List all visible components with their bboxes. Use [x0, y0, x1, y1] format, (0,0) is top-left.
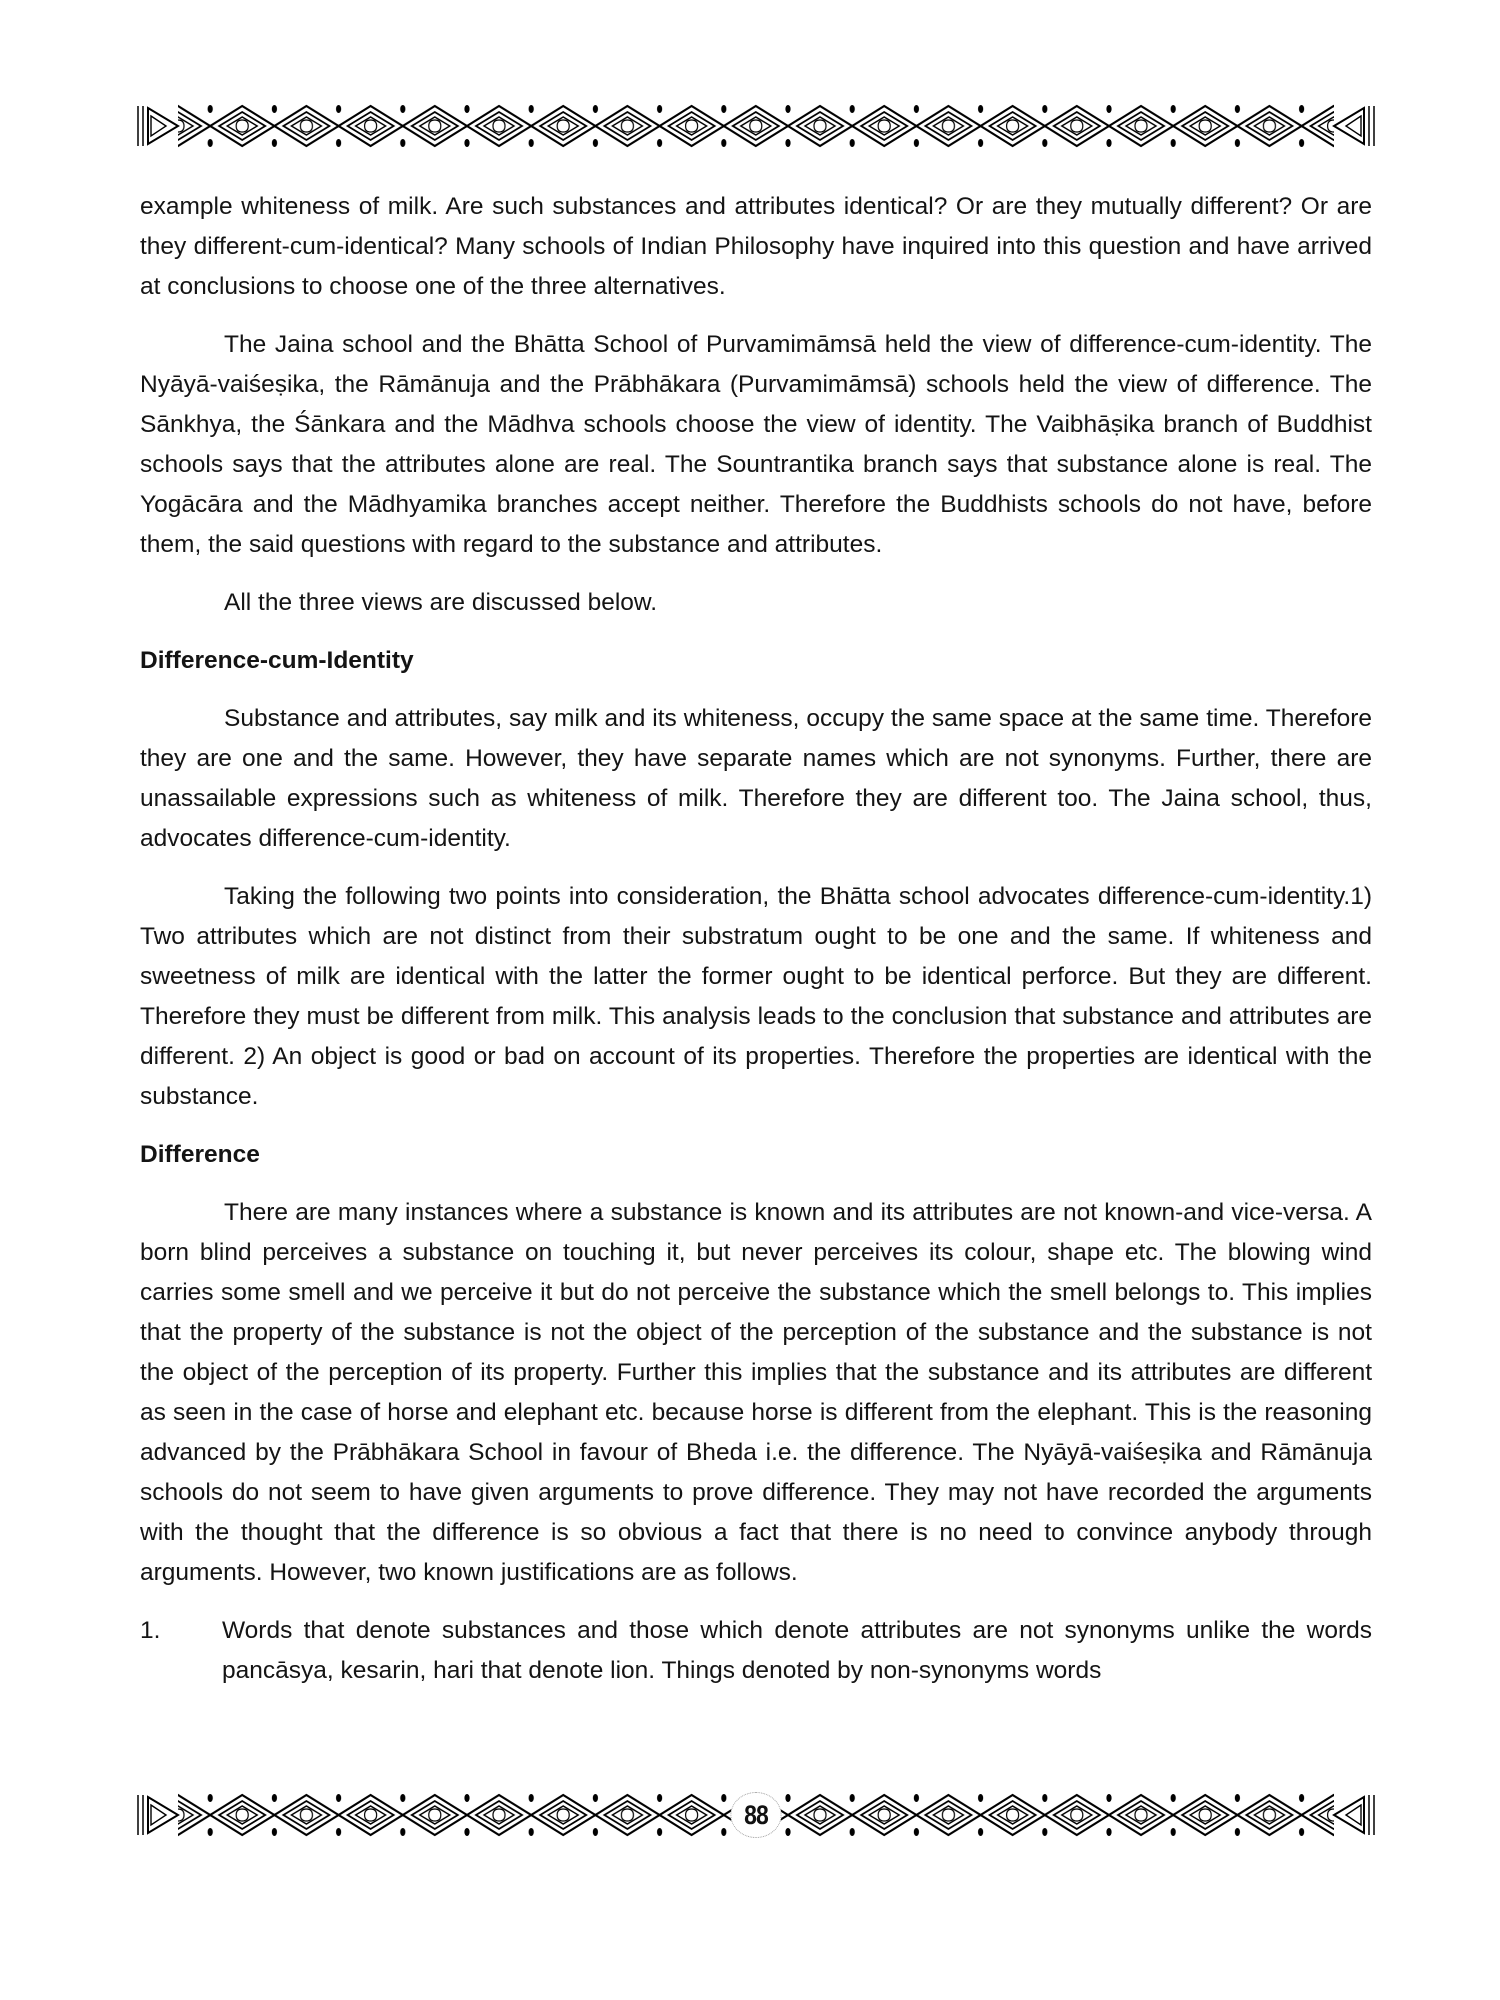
- paragraph-intro: example whiteness of milk. Are such substances and attributes identical? Or are they mutually different? Or are they different-cum-identical? Many schools of Indian Philosophy have inquired into this question and have arrived at conclusions to choose one of the three alternatives.: [140, 193, 1372, 300]
- section-heading-difference-cum-identity: Difference-cum-Identity: [140, 647, 414, 674]
- diamond-border-pattern-icon: [136, 104, 1376, 148]
- paragraph-bhatta-view: Taking the following two points into consideration, the Bhātta school advocates difference-cum-identity.1) Two attributes which are not distinct from their substratum ought to be one and the same. If whiteness and sweetness of milk are identical with the latter the former ought to be identical perforce. But they are different. Therefore they must be different from milk. This analysis leads to the conclusion that substance and attributes are different. 2) An object is good or bad on account of its properties. Therefore the properties are identical with the substance.: [140, 883, 1372, 1110]
- numbered-list-item: [140, 1611, 1372, 1691]
- list-item-text: Words that denote substances and those which denote attributes are not synonyms unlike the words pancāsya, kesarin, hari that denote lion. Things denoted by non-synonyms words: [222, 1617, 1372, 1684]
- list-item-number: 1.: [140, 1617, 161, 1644]
- page-number: 88: [731, 1792, 782, 1838]
- section-heading-difference: Difference: [140, 1141, 260, 1168]
- paragraph-schools-overview: The Jaina school and the Bhātta School of Purvamimāmsā held the view of difference-cum-identity. The Nyāyā-vaiśeṣika, the Rāmānuja and the Prābhākara (Purvamimāmsā) schools held the view of difference. The Sānkhya, the Śānkara and the Mādhva schools choose the view of identity. The Vaibhāṣika branch of Buddhist schools says that the attributes alone are real. The Sountrantika branch says that substance alone is real. The Yogācāra and the Mādhyamika branches accept neither. Therefore the Buddhists schools do not have, before them, the said questions with regard to the substance and attributes.: [140, 331, 1372, 558]
- paragraph-views-discussed: All the three views are discussed below.: [224, 589, 658, 616]
- paragraph-jaina-view: Substance and attributes, say milk and its whiteness, occupy the same space at the same time. Therefore they are one and the same. However, they have separate names which are not synonyms. Further, there are unassailable expressions such as whiteness of milk. Therefore they are different too. The Jaina school, thus, advocates difference-cum-identity.: [140, 705, 1372, 852]
- page-body: [140, 187, 1372, 1691]
- footer-decorative-border: [136, 1793, 1376, 1837]
- paragraph-difference-reasoning: There are many instances where a substance is known and its attributes are not known-and vice-versa. A born blind perceives a substance on touching it, but never perceives its colour, shape etc. The blowing wind carries some smell and we perceive it but do not perceive the substance which the smell belongs to. This implies that the property of the substance is not the object of the perception of the substance and the substance is not the object of the perception of its property. Further this implies that the substance and its attributes are different as seen in the case of horse and elephant etc. because horse is different from the elephant. This is the reasoning advanced by the Prābhākara School in favour of Bheda i.e. the difference. The Nyāyā-vaiśeṣika and Rāmānuja schools do not seem to have given arguments to prove difference. They may not have recorded the arguments with the thought that the difference is so obvious a fact that there is no need to convince anybody through arguments. However, two known justifications are as follows.: [140, 1199, 1372, 1586]
- header-decorative-border: [136, 104, 1376, 148]
